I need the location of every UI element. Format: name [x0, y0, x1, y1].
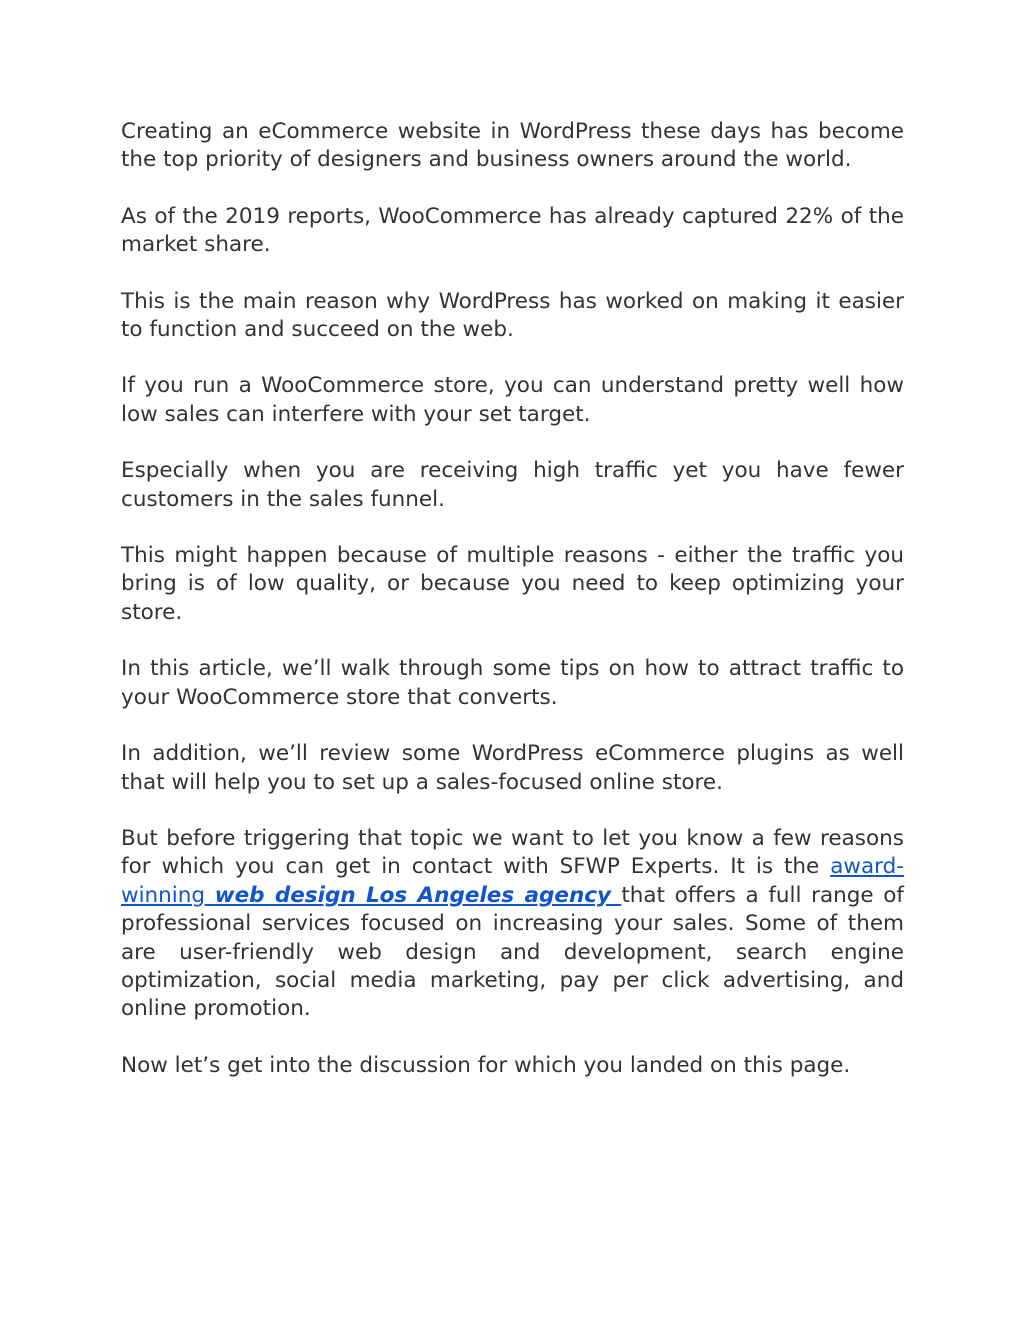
award-winning-link[interactable]: award-winning: [121, 854, 904, 908]
paragraph-article-tips: In this article, we’ll walk through some tips on how to attract traffic to your WooCommerce store that converts.: [121, 656, 904, 710]
paragraph-reasons: This might happen because of multiple reasons - either the traffic you bring is of low quality, or because you need to keep optimizing your store.: [121, 543, 904, 625]
document-body: [121, 118, 904, 1108]
paragraph-plugins: In addition, we’ll review some WordPress eCommerce plugins as well that will help you to set up a sales-focused online store.: [121, 741, 904, 795]
paragraph-closing: Now let’s get into the discussion for which you landed on this page.: [121, 1052, 851, 1078]
paragraph-market-share: As of the 2019 reports, WooCommerce has already captured 22% of the market share.: [121, 203, 904, 258]
paragraph-main-reason: This is the main reason why WordPress has worked on making it easier to function and succeed on the web.: [121, 288, 904, 343]
paragraph-sfwp-experts: [121, 825, 904, 1024]
paragraph-high-traffic: Especially when you are receiving high traffic yet you have fewer customers in the sales funnel.: [121, 458, 904, 512]
sfwp-text-after: that offers a full range of professional services focused on increasing your sales. Some of them are user-friendly web design and development, search engine optimization, social media marketing, pay per click advertising, and online promotion.: [121, 882, 904, 1022]
web-design-agency-link[interactable]: web design Los Angeles agency: [214, 882, 622, 908]
sfwp-text-before: But before triggering that topic we want to let you know a few reasons for which you can get in contact with SFWP Experts. It is the: [121, 825, 904, 880]
paragraph-intro: Creating an eCommerce website in WordPress these days has become the top priority of designers and business owners around the world.: [121, 119, 904, 173]
paragraph-low-sales: If you run a WooCommerce store, you can understand pretty well how low sales can interfere with your set target.: [121, 373, 904, 427]
